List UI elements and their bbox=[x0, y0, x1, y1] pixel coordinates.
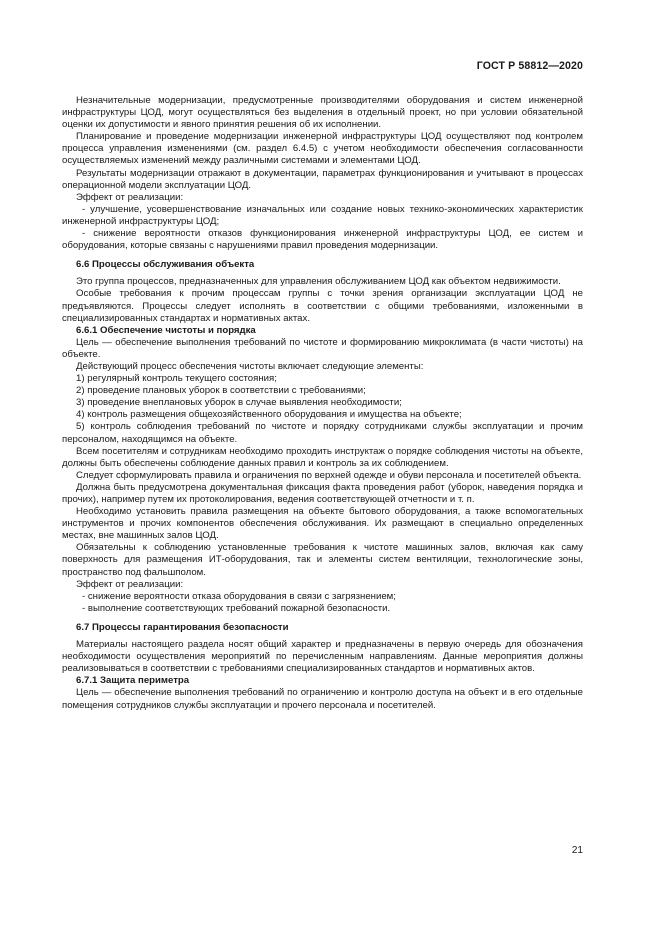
paragraph: Материалы настоящего раздела носят общий характер и предназначены в первую очередь для обозначения необходимости осуществления мероприятий по перечисленным направлениям. Данные мероприятия должны реализовываться в соответствии с требованиями специализированных стандартов и нормативных актов. bbox=[62, 639, 583, 675]
list-item: 5) контроль соблюдения требований по чистоте и порядку сотрудниками службы эксплуатации и прочим персоналом, находящимся на объекте. bbox=[62, 421, 583, 445]
paragraph: Следует сформулировать правила и ограничения по верхней одежде и обуви персонала и посетителей объекта. bbox=[76, 469, 582, 481]
list-item: 2) проведение плановых уборок в соответствии с требованиями; bbox=[76, 385, 366, 397]
list-item: - выполнение соответствующих требований пожарной безопасности. bbox=[82, 602, 391, 614]
list-item: 1) регулярный контроль текущего состояния; bbox=[76, 373, 277, 385]
paragraph: Незначительные модернизации, предусмотренные производителями оборудования и систем инженерной инфраструктуры ЦОД, могут осуществляться без выделения в отдельный проект, но при условии обязательной оценки их допустимости и явного принятия решения об их исполнении. bbox=[62, 95, 583, 131]
paragraph: Цель — обеспечение выполнения требований по чистоте и формированию микроклимата (в части чистоты) на объекте. bbox=[62, 336, 583, 360]
paragraph: Необходимо установить правила размещения на объекте бытового оборудования, а также вспомогательных инструментов и прочих компонентов обеспечения обслуживания. Их размещают в специально определенных местах, вне машинных залов ЦОД. bbox=[62, 506, 583, 542]
list-item: - снижение вероятности отказов функционирования инженерной инфраструктуры ЦОД, ее систем и оборудования, которые связаны с нарушениями правил проведения модернизации. bbox=[62, 228, 583, 252]
paragraph: Всем посетителям и сотрудникам необходимо проходить инструктаж о порядке соблюдения чистоты на объекте, должны быть обеспечены соблюдение данных правил и контроль за их соблюдением. bbox=[62, 445, 583, 469]
section-heading: 6.7 Процессы гарантирования безопасности bbox=[76, 621, 289, 633]
paragraph: Обязательны к соблюдению установленные требования к чистоте машинных залов, включая как саму поверхность для размещения ИТ-оборудования, так и элементы систем вентиляции, технологические зоны, пространство под фальшполом. bbox=[62, 542, 583, 578]
list-item: - снижение вероятности отказа оборудования в связи с загрязнением; bbox=[82, 590, 396, 602]
paragraph: Это группа процессов, предназначенных для управления обслуживанием ЦОД как объектом недвижимости. bbox=[76, 276, 561, 288]
paragraph: Действующий процесс обеспечения чистоты включает следующие элементы: bbox=[76, 360, 424, 372]
paragraph: Планирование и проведение модернизации инженерной инфраструктуры ЦОД осуществляют под контролем процесса управления изменениями (см. раздел 6.4.5) с учетом необходимости обеспечения согласованности осуществляемых изменений между различными системами и элементами ЦОД. bbox=[62, 131, 583, 167]
subsection-heading: 6.6.1 Обеспечение чистоты и порядка bbox=[76, 324, 256, 336]
paragraph: Эффект от реализации: bbox=[76, 578, 184, 590]
document-body bbox=[62, 95, 583, 712]
paragraph: Цель — обеспечение выполнения требований по ограничению и контролю доступа на объект и в его отдельные помещения сотрудников службы эксплуатации и прочего персонала и посетителей. bbox=[62, 687, 583, 711]
page-number: 21 bbox=[571, 845, 583, 856]
list-item: 3) проведение внеплановых уборок в случае выявления необходимости; bbox=[76, 397, 402, 409]
list-item: - улучшение, усовершенствование изначальных или создание новых технико-экономических характеристик инженерной инфраструктуры ЦОД; bbox=[62, 203, 583, 227]
paragraph: Эффект от реализации: bbox=[76, 191, 184, 203]
document-id: ГОСТ Р 58812—2020 bbox=[476, 60, 583, 72]
paragraph: Должна быть предусмотрена документальная фиксация факта проведения работ (уборок, наведения порядка и прочих), например путем их протоколирования, ведения соответствующей отчетности и т. п. bbox=[62, 481, 583, 505]
section-heading: 6.6 Процессы обслуживания объекта bbox=[76, 259, 255, 271]
subsection-heading: 6.7.1 Защита периметра bbox=[76, 675, 190, 687]
paragraph: Результаты модернизации отражают в документации, параметрах функционирования и учитывают в процессах операционной модели эксплуатации ЦОД. bbox=[62, 167, 583, 191]
paragraph: Особые требования к прочим процессам группы с точки зрения организации эксплуатации ЦОД не предъявляются. Процессы следует исполнять в соответствии с общими требованиями, изложенными в специализированных стандартах и нормативных актах. bbox=[62, 288, 583, 324]
list-item: 4) контроль размещения общехозяйственного оборудования и имущества на объекте; bbox=[76, 409, 462, 421]
